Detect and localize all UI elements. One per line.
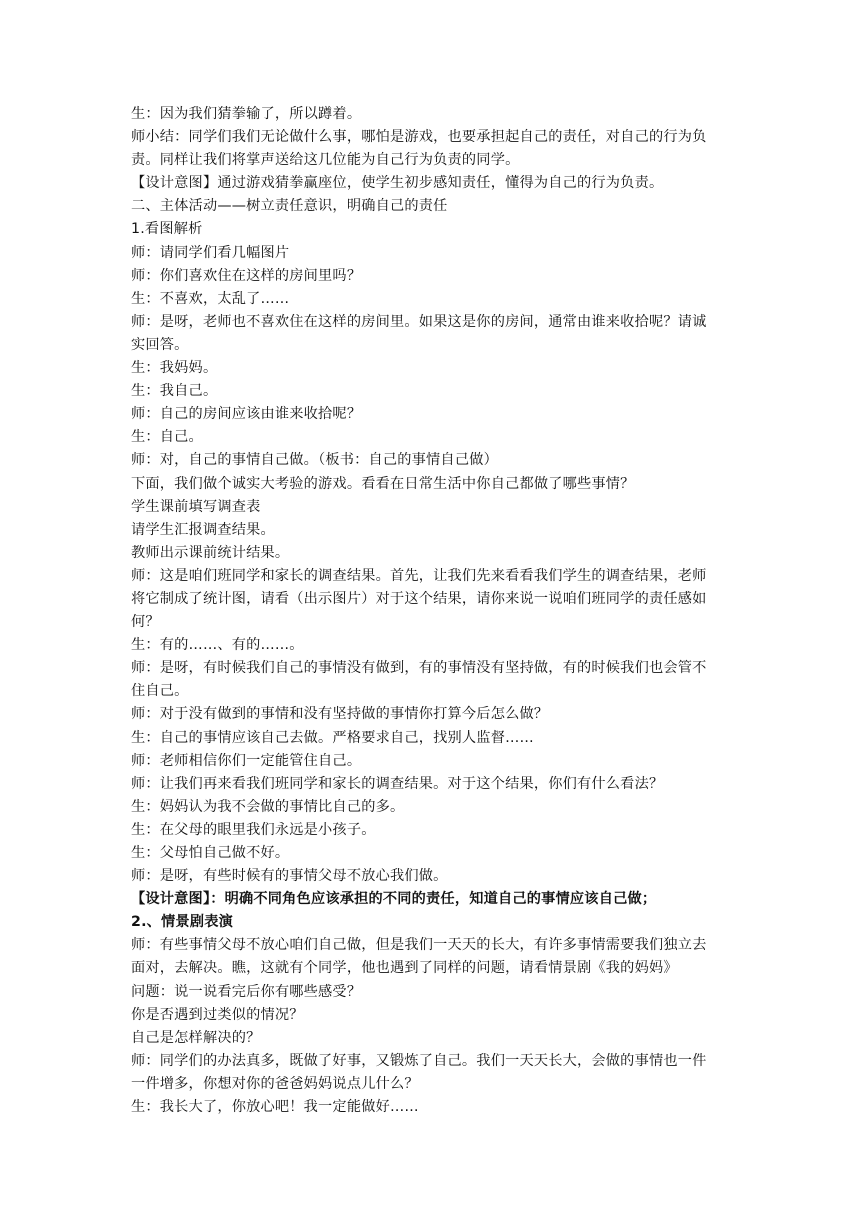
text-line: 生：不喜欢，太乱了……	[131, 290, 290, 307]
text-line: 师小结：同学们我们无论做什么事，哪怕是游戏，也要承担起自己的责任，对自己的行为负	[131, 129, 707, 146]
text-line: 生：自己的事情应该自己去做。严格要求自己，找别人监督……	[131, 729, 534, 746]
text-line: 师：是呀，有时候我们自己的事情没有做到，有的事情没有坚持做，有的时候我们也会管不	[131, 660, 707, 677]
text-line: 学生课前填写调查表	[131, 498, 261, 515]
text-line: 师：你们喜欢住在这样的房间里吗？	[131, 267, 362, 284]
text-line: 师：是呀，有些时候有的事情父母不放心我们做。	[131, 868, 448, 885]
text-line: 师：有些事情父母不放心咱们自己做，但是我们一天天的长大，有许多事情需要我们独立去	[131, 937, 707, 954]
text-line: 教师出示课前统计结果。	[131, 544, 290, 561]
text-line: 请学生汇报调查结果。	[131, 521, 275, 538]
text-line: 生：我妈妈。	[131, 360, 218, 377]
text-line: 生：妈妈认为我不会做的事情比自己的多。	[131, 798, 405, 815]
text-line: 师：对于没有做到的事情和没有坚持做的事情你打算今后怎么做？	[131, 706, 549, 723]
text-line: 师：这是咱们班同学和家长的调查结果。首先，让我们先来看看我们学生的调查结果，老师	[131, 567, 707, 584]
text-line: 住自己。	[131, 683, 189, 700]
text-line: 你是否遇到过类似的情况？	[131, 1006, 304, 1023]
text-line: 生：自己。	[131, 429, 203, 446]
text-line: 师：老师相信你们一定能管住自己。	[131, 752, 362, 769]
text-line: 师：对，自己的事情自己做。（板书：自己的事情自己做）	[131, 452, 498, 469]
text-line: 下面，我们做个诚实大考验的游戏。看看在日常生活中你自己都做了哪些事情？	[131, 475, 635, 492]
text-line: 何？	[131, 614, 160, 631]
text-line: 自己是怎样解决的？	[131, 1029, 261, 1046]
text-line: 一件增多，你想对你的爸爸妈妈说点儿什么？	[131, 1075, 419, 1092]
subsection-heading: 1.看图解析	[131, 221, 203, 238]
text-line: 生：我自己。	[131, 383, 218, 400]
text-line: 生：在父母的眼里我们永远是小孩子。	[131, 821, 376, 838]
text-line: 责。同样让我们将掌声送给这几位能为自己行为负责的同学。	[131, 152, 520, 169]
text-line: 将它制成了统计图，请看（出示图片）对于这个结果，请你来说一说咱们班同学的责任感如	[131, 590, 707, 607]
text-line: 生：因为我们猜拳输了，所以蹲着。	[131, 106, 362, 122]
text-line: 生：父母怕自己做不好。	[131, 845, 290, 861]
subsection-heading: 2.、情景剧表演	[131, 914, 233, 931]
text-line: 师：自己的房间应该由谁来收拾呢？	[131, 406, 362, 423]
text-line: 师：让我们再来看我们班同学和家长的调查结果。对于这个结果，你们有什么看法？	[131, 775, 664, 792]
text-line: 面对，去解决。瞧，这就有个同学，他也遇到了同样的问题，请看情景剧《我的妈妈》	[131, 960, 678, 977]
text-line: 生：我长大了，你放心吧！我一定能做好……	[131, 1099, 419, 1116]
text-line: 师：是呀，老师也不喜欢住在这样的房间里。如果这是你的房间，通常由谁来收拾呢？请诚	[131, 313, 707, 330]
design-intent-line: 【设计意图】：明确不同角色应该承担的不同的责任，知道自己的事情应该自己做；	[131, 891, 657, 908]
text-line: 师：请同学们看几幅图片	[131, 244, 290, 261]
text-line: 实回答。	[131, 336, 189, 353]
document-body	[131, 103, 735, 1119]
section-heading: 二、主体活动——树立责任意识，明确自己的责任	[131, 198, 448, 215]
text-line: 问题：说一说看完后你有哪些感受？	[131, 983, 362, 1000]
design-intent-line: 【设计意图】通过游戏猜拳赢座位，使学生初步感知责任，懂得为自己的行为负责。	[131, 175, 664, 192]
text-line: 生：有的……、有的……。	[131, 637, 304, 654]
text-line: 师：同学们的办法真多，既做了好事，又锻炼了自己。我们一天天长大，会做的事情也一件	[131, 1052, 707, 1069]
